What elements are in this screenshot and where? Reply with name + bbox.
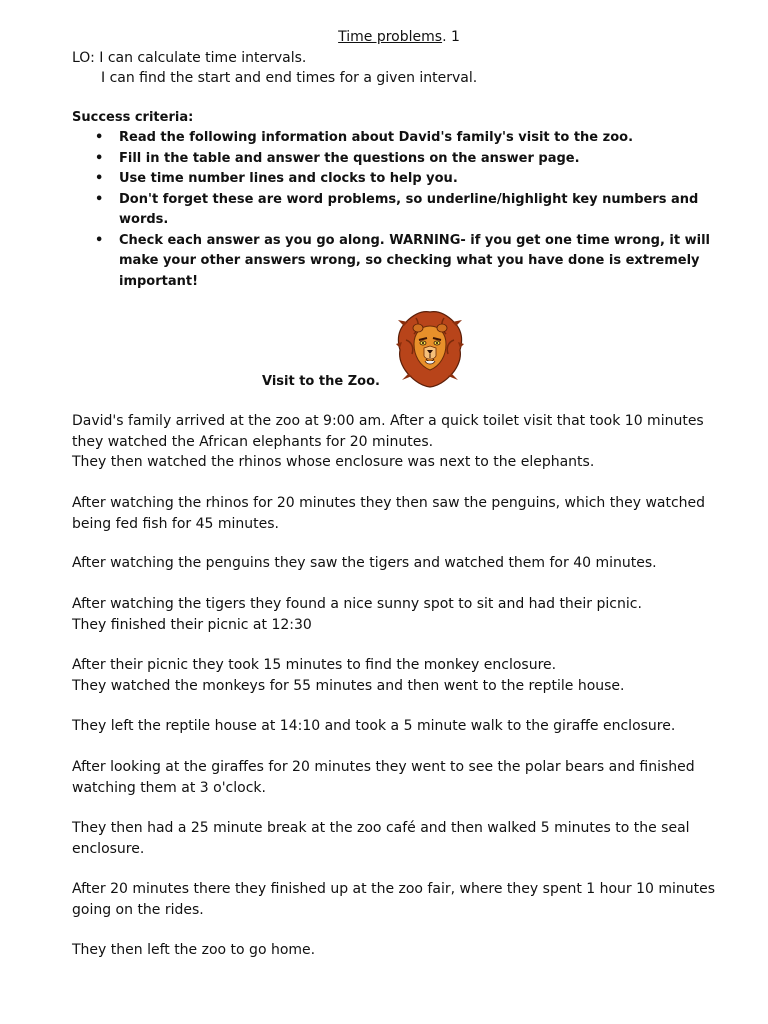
story-line: After their picnic they took 15 minutes to find the monkey enclosure. [72,657,557,673]
story-paragraph [72,940,732,961]
criteria-item [72,128,732,149]
lo-line-1: LO: I can calculate time intervals. [72,50,307,66]
story-line: After watching the penguins they saw the tigers and watched them for 40 minutes. [72,555,657,571]
story-line: After watching the rhinos for 20 minutes they then saw the penguins, which they watched being fed fish for 45 minutes. [72,495,706,532]
story-line: After watching the tigers they found a nice sunny spot to sit and had their picnic. [72,596,642,612]
story-paragraph [72,411,732,473]
criteria-item [72,169,732,190]
criteria-text: Use time number lines and clocks to help you. [119,171,458,186]
success-criteria-list [72,128,732,292]
story-line: After looking at the giraffes for 20 minutes they went to see the polar bears and finished watching them at 3 o'clock. [72,759,695,796]
story-line: They watched the monkeys for 55 minutes and then went to the reptile house. [72,677,625,694]
story-paragraph [72,655,732,696]
story-line: They then left the zoo to go home. [72,942,316,958]
bullet-icon: • [95,171,104,186]
learning-objectives [72,48,732,88]
criteria-item [72,190,732,231]
criteria-item [72,149,732,170]
bullet-icon: • [95,232,104,248]
criteria-text: Read the following information about David's family's visit to the zoo. [119,130,634,145]
story-paragraph [72,716,732,737]
lo-line-2: I can find the start and end times for a given interval. [101,70,478,86]
story-line: They left the reptile house at 14:10 and took a 5 minute walk to the giraffe enclosure. [72,718,676,734]
bullet-icon: • [95,191,104,207]
story-line: They finished their picnic at 12:30 [72,616,312,633]
story-line: They then had a 25 minute break at the zoo café and then walked 5 minutes to the seal enclosure. [72,820,690,857]
criteria-text: Don't forget these are word problems, so underline/highlight key numbers and words. [119,191,699,227]
story-line: They then watched the rhinos whose enclosure was next to the elephants. [72,454,595,470]
story-paragraph [72,818,732,859]
criteria-text: Check each answer as you go along. WARNING- if you get one time wrong, it will make your other answers wrong, so checking what you have done is extremely important! [119,232,711,289]
story-paragraph [72,594,732,635]
story-paragraph [72,553,732,574]
page-title [0,28,768,46]
story-title: Visit to the Zoo. [262,374,380,389]
bullet-icon: • [95,150,104,166]
story-paragraph [72,879,732,920]
story-line: After 20 minutes there they finished up at the zoo fair, where they spent 1 hour 10 minutes going on the rides. [72,881,716,918]
story-paragraph [72,757,732,798]
bullet-icon: • [95,130,104,145]
success-criteria-heading: Success criteria: [72,110,194,125]
criteria-item [72,231,732,293]
title-text: Time problems [338,29,443,45]
lion-icon [396,310,464,388]
criteria-text: Fill in the table and answer the questions on the answer page. [119,150,580,166]
title-suffix: . 1 [442,29,460,45]
story-line: David's family arrived at the zoo at 9:00 am. After a quick toilet visit that took 10 minutes they watched the African elephants for 20 minutes. [72,413,704,450]
story-paragraph [72,493,732,534]
